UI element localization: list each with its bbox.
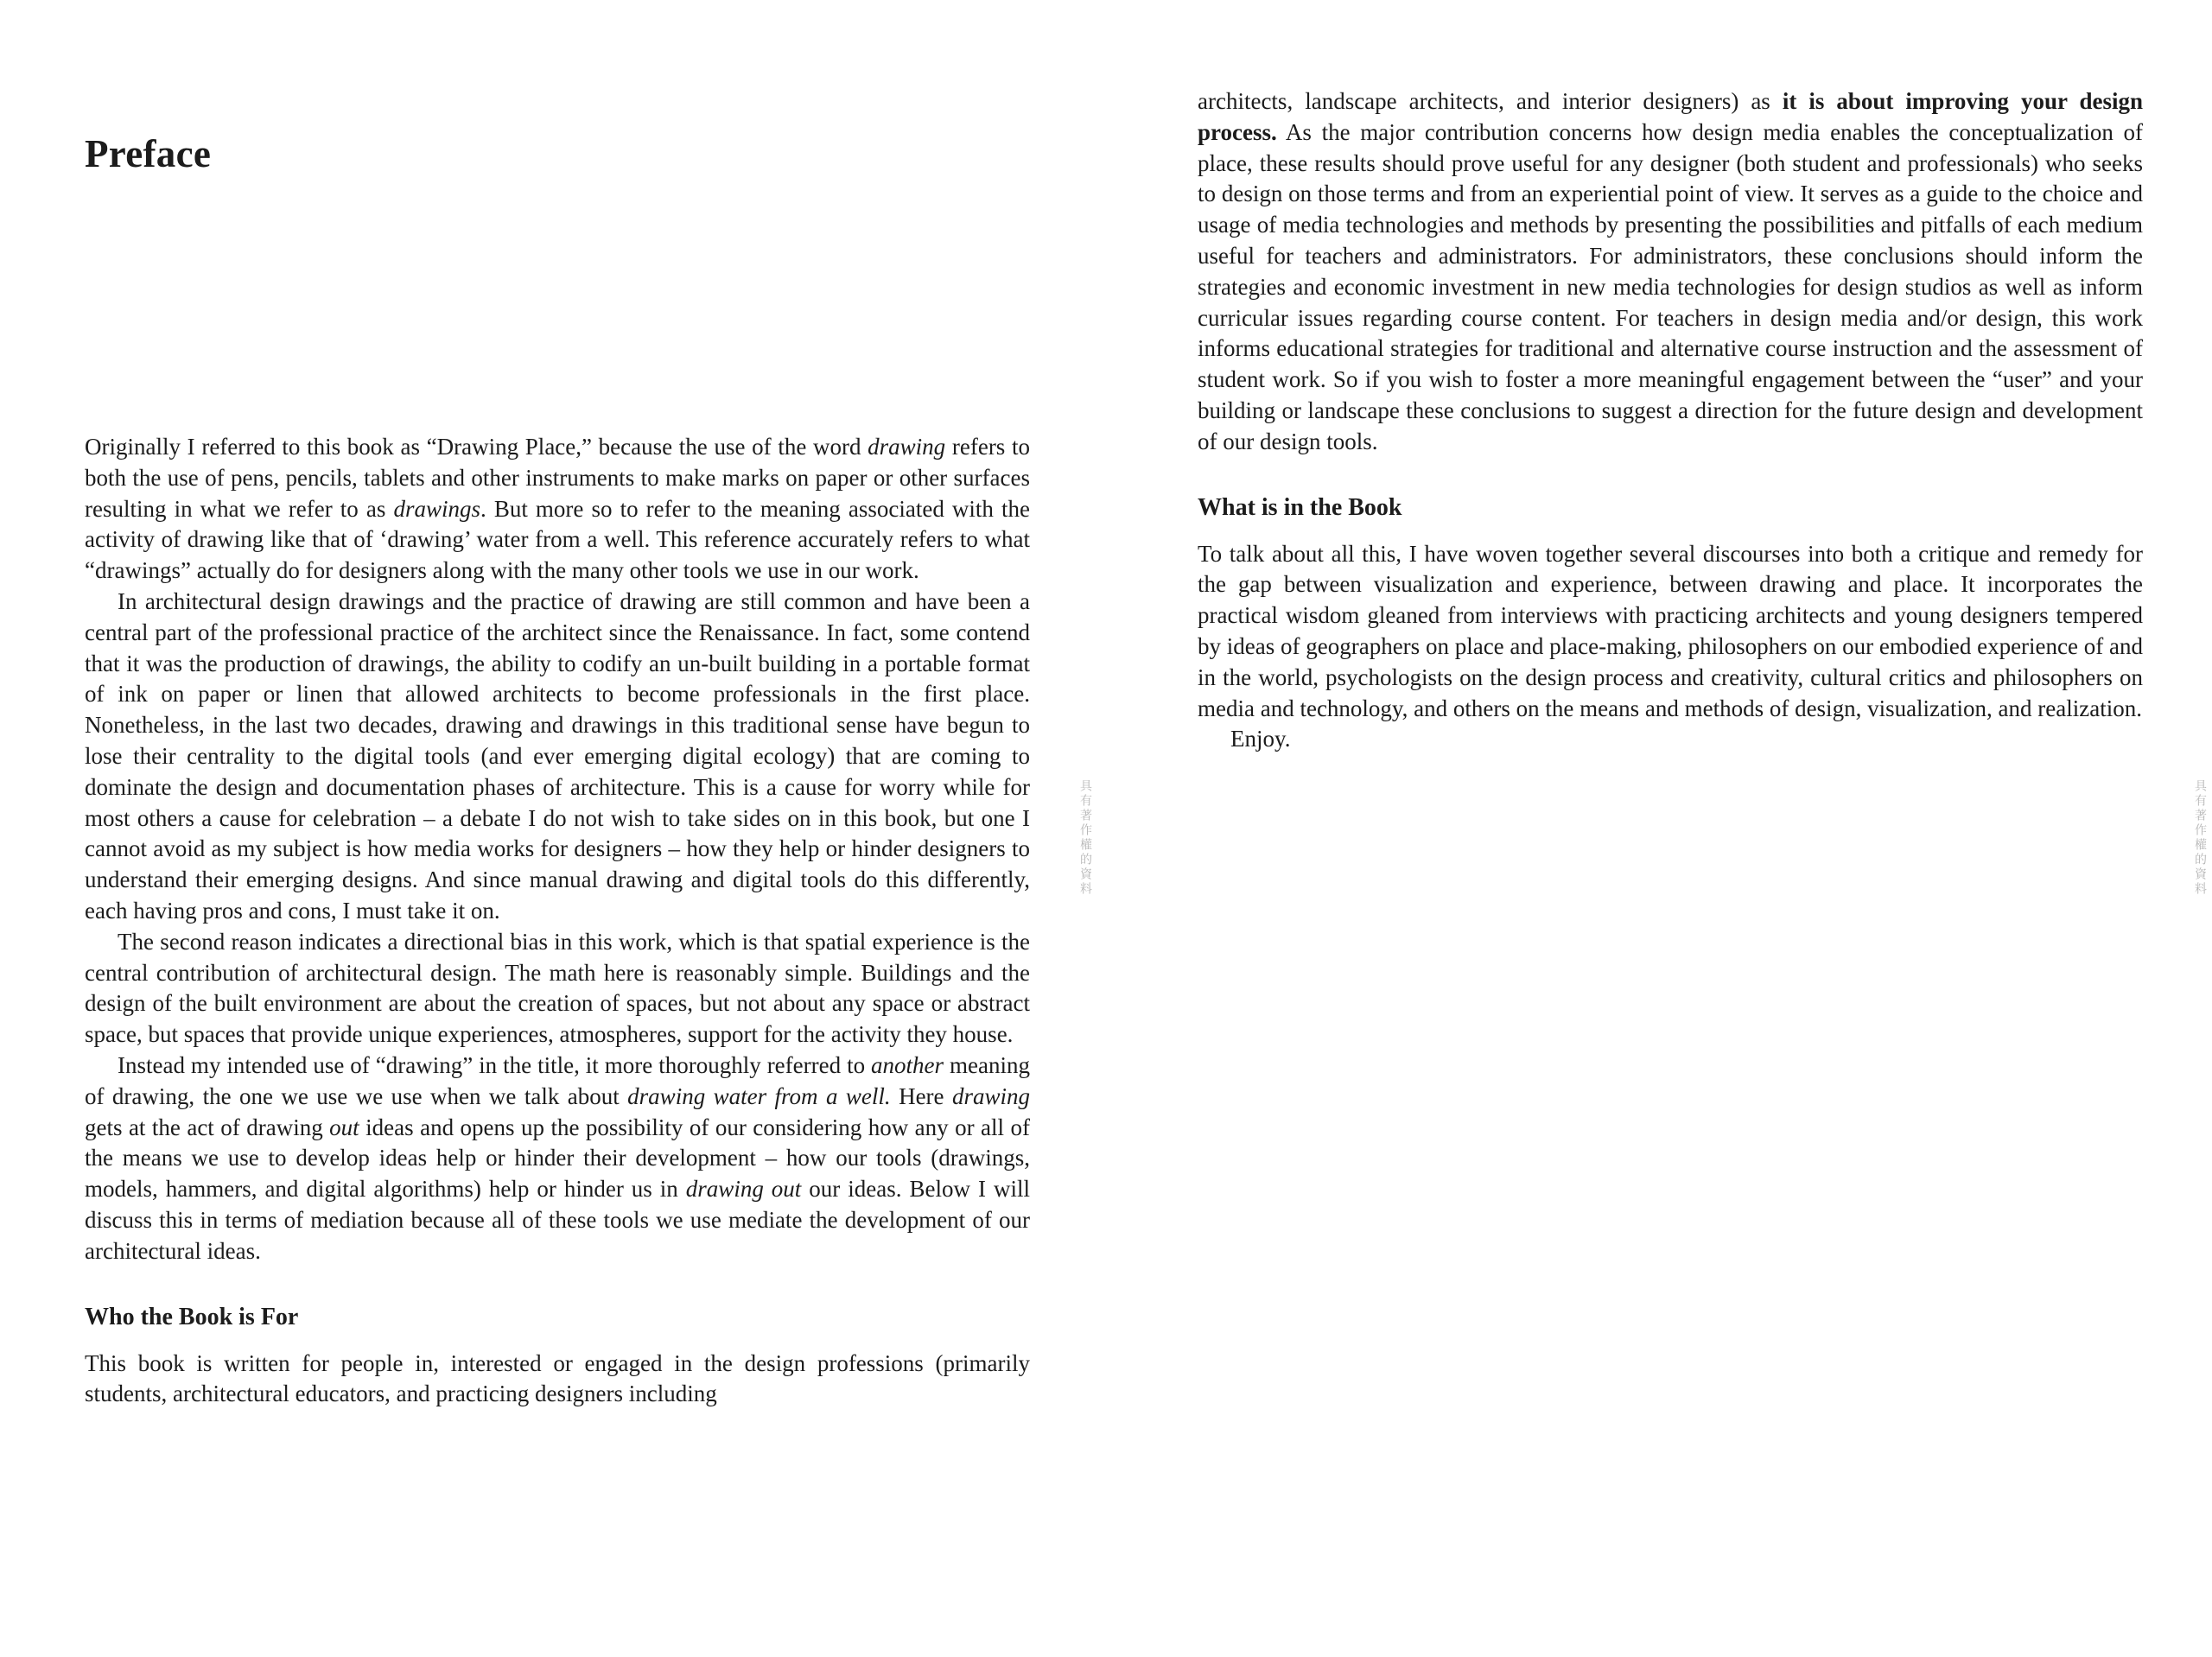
right-page	[1198, 0, 2143, 755]
paragraph: To talk about all this, I have woven together several discourses into both a critique and remedy for the gap between visualization and experience, between drawing and place. It incorporates the practical wisdom gleaned from interviews with practicing architects and young designers tempered by ideas of geographers on place and place-making, philosophers on our embodied experience of and in the world, psychologists on the design process and creativity, cultural critics and philosophers on media and technology, and others on the means and methods of design, visualization, and realization.	[1198, 540, 2143, 721]
page-title: Preface	[85, 132, 212, 175]
paragraph: architects, landscape architects, and interior designers) as it is about improving your design process. As the major contribution concerns how design media enables the conceptualization of place, these results should prove useful for any designer (both student and professionals) who seeks to design on those terms and from an experiential point of view. It serves as a guide to the choice and usage of media technologies and methods by presenting the possibilities and pitfalls of each medium useful for teachers and administrators. For administrators, these conclusions should inform the strategies and economic investment in new media technologies for design studios as well as inform curricular issues regarding course content. For teachers in design media and/or design, this work informs educational strategies for traditional and alternative course instruction and the assessment of student work. So if you wish to foster a more meaningful engagement between the “user” and your building or landscape these conclusions to suggest a direction for the future design and development of our design tools.	[1198, 88, 2143, 454]
paragraph: In architectural design drawings and the practice of drawing are still common and have been a central part of the professional practice of the architect since the Renaissance. In fact, some contend that it was the production of drawings, the ability to codify an un-built building in a portable format of ink on paper or linen that allowed architects to become professionals in the first place. Nonetheless, in the last two decades, drawing and drawings in this traditional sense have begun to lose their centrality to the digital tools (and ever emerging digital ecology) that are coming to dominate the design and documentation phases of architecture. This is a cause for worry while for most others a cause for celebration – a debate I do not wish to take sides on in this book, but one I cannot avoid as my subject is how media works for designers – how they help or hinder designers to understand their emerging designs. And since manual drawing and digital tools do this differently, each having pros and cons, I must take it on.	[85, 587, 1030, 924]
enjoy-line: Enjoy.	[1230, 726, 1291, 752]
section-heading-what-is-in-the-book: What is in the Book	[1198, 493, 1402, 521]
paragraph: Instead my intended use of “drawing” in the title, it more thoroughly referred to another meaning of drawing, the one we use we use when we talk about drawing water from a well. Here drawing gets at the act of drawing out ideas and opens up the possibility of our considering how any or all of the means we use to develop ideas help or hinder their development – how our tools (drawings, models, hammers, and digital algorithms) help or hinder us in drawing out our ideas. Below I will discuss this in terms of mediation because all of these tools we use mediate the development of our architectural ideas.	[85, 1051, 1030, 1264]
paragraph: The second reason indicates a directional bias in this work, which is that spatial experience is the central contribution of architectural design. The math here is reasonably simple. Buildings and the design of the built environment are about the creation of spaces, but not about any space or abstract space, but spaces that provide unique experiences, atmospheres, support for the activity they house.	[85, 928, 1030, 1048]
paragraph: Originally I referred to this book as “Drawing Place,” because the use of the word drawing refers to both the use of pens, pencils, tablets and other instruments to make marks on paper or other surfaces resulting in what we refer to as drawings. But more so to refer to the meaning associated with the activity of drawing like that of ‘drawing’ water from a well. This reference accurately refers to what “drawings” actually do for designers along with the many other tools we use in our work.	[85, 434, 1030, 584]
left-page	[85, 0, 1030, 1410]
copyright-watermark-edge: 具有著作權的資料	[2193, 779, 2207, 897]
copyright-watermark-gutter: 具有著作權的資料	[1078, 779, 1092, 897]
section-heading-who-the-book-is-for: Who the Book is For	[85, 1303, 299, 1330]
paragraph: This book is written for people in, interested or engaged in the design professions (primarily students, architectural educators, and practicing designers including	[85, 1349, 1030, 1407]
